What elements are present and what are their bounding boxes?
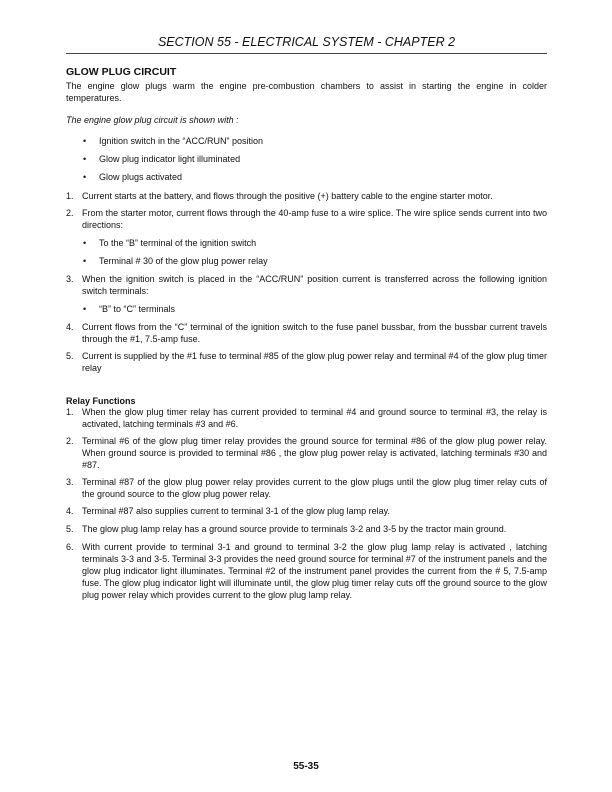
relay-item bbox=[66, 435, 547, 471]
list-item: • To the “B” terminal of the ignition switch bbox=[83, 238, 257, 248]
relay-item bbox=[66, 476, 547, 500]
relay-text: Terminal #87 also supplies current to terminal 3-1 of the glow plug lamp relay. bbox=[82, 506, 390, 516]
step-number: 3. bbox=[66, 274, 74, 284]
step-item bbox=[66, 273, 547, 297]
bullet-text: Glow plug indicator light illuminated bbox=[99, 154, 241, 164]
step-item bbox=[66, 207, 547, 231]
condition-list bbox=[66, 135, 547, 183]
list-item: • Glow plugs activated bbox=[83, 172, 183, 182]
shown-with-text: The engine glow plug circuit is shown with : bbox=[66, 115, 239, 125]
step-text: Current flows from the “C” terminal of the ignition switch to the fuse panel bussbar, from the bussbar current travels through the #1, 7.5-amp fuse. bbox=[82, 322, 547, 344]
page-title: GLOW PLUG CIRCUIT bbox=[66, 66, 177, 78]
relay-item bbox=[66, 541, 547, 601]
step-item bbox=[66, 190, 547, 202]
relay-functions-heading: Relay Functions bbox=[66, 396, 136, 406]
bullet-text: To the “B” terminal of the ignition switch bbox=[99, 238, 257, 248]
relay-text: Terminal #87 of the glow plug power relay provides current to the glow plugs until the glow plug timer relay cuts of the ground source to the glow plug power relay. bbox=[82, 477, 547, 499]
step-text: When the ignition switch is placed in the “ACC/RUN” position current is transferred across the following ignition switch terminals: bbox=[82, 274, 547, 296]
step-text: From the starter motor, current flows through the 40-amp fuse to a wire splice. The wire splice sends current into two directions: bbox=[82, 208, 547, 230]
relay-number: 6. bbox=[66, 542, 74, 552]
step-text: Current is supplied by the #1 fuse to terminal #85 of the glow plug power relay and terminal #4 of the glow plug timer relay bbox=[82, 351, 547, 373]
step-item bbox=[66, 321, 547, 345]
relay-item bbox=[66, 505, 547, 517]
list-item: • Terminal # 30 of the glow plug power relay bbox=[83, 256, 268, 266]
bullet-text: Terminal # 30 of the glow plug power relay bbox=[99, 256, 268, 266]
list-item: • “B” to “C” terminals bbox=[83, 304, 176, 314]
page-number: 55-35 bbox=[293, 761, 319, 772]
section-header: SECTION 55 - ELECTRICAL SYSTEM - CHAPTER 2 bbox=[157, 35, 456, 49]
step-number: 4. bbox=[66, 322, 74, 332]
bullet-text: Glow plugs activated bbox=[99, 172, 183, 182]
relay-number: 3. bbox=[66, 477, 74, 487]
step-number: 2. bbox=[66, 208, 74, 218]
relay-number: 5. bbox=[66, 524, 74, 534]
step-number: 1. bbox=[66, 191, 74, 201]
relay-number: 2. bbox=[66, 436, 74, 446]
relay-number: 4. bbox=[66, 506, 74, 516]
relay-text: Terminal #6 of the glow plug timer relay provides the ground source for terminal #86 of the glow plug power relay. When ground source is provided to terminal #86 , the glow plug power relay is activated, latching terminals #30 and #87. bbox=[82, 436, 547, 470]
relay-item bbox=[66, 406, 547, 430]
header-rule bbox=[66, 53, 547, 54]
list-item: • Ignition switch in the “ACC/RUN” position bbox=[83, 136, 264, 146]
relay-list bbox=[66, 406, 547, 601]
intro-paragraph: The engine glow plugs warm the engine pre-combustion chambers to assist in starting the engine in colder temperatures. bbox=[66, 81, 547, 103]
list-item: • Glow plug indicator light illuminated bbox=[83, 154, 241, 164]
relay-text: The glow plug lamp relay has a ground source provide to terminals 3-2 and 3-5 by the tractor main ground. bbox=[82, 524, 507, 534]
bullet-text: Ignition switch in the “ACC/RUN” position bbox=[99, 136, 264, 146]
relay-text: When the glow plug timer relay has current provided to terminal #4 and ground source to terminal #3, the relay is activated, latching terminals #3 and #6. bbox=[82, 407, 547, 429]
step-item bbox=[66, 350, 547, 374]
step-number: 5. bbox=[66, 351, 74, 361]
steps-list bbox=[66, 190, 547, 374]
relay-text: With current provide to terminal 3-1 and ground to terminal 3-2 the glow plug lamp relay is activated , latching terminals 3-3 and 3-5. Terminal 3-3 provides the need ground source for terminal #7 of the instrument panels and the glow plug indicator light illuminates. Terminal #2 of the instrument panel provides the current from the # 5, 7.5-amp fuse. The glow plug indicator light will illuminate until, the glow plug timer relay cuts off the ground source to the glow plug power relay which provides current to the glow plug lamp relay. bbox=[82, 542, 547, 600]
step-text: Current starts at the battery, and flows through the positive (+) battery cable to the engine starter motor. bbox=[82, 191, 493, 201]
bullet-text: “B” to “C” terminals bbox=[99, 304, 176, 314]
relay-number: 1. bbox=[66, 407, 74, 417]
relay-item bbox=[66, 523, 547, 535]
